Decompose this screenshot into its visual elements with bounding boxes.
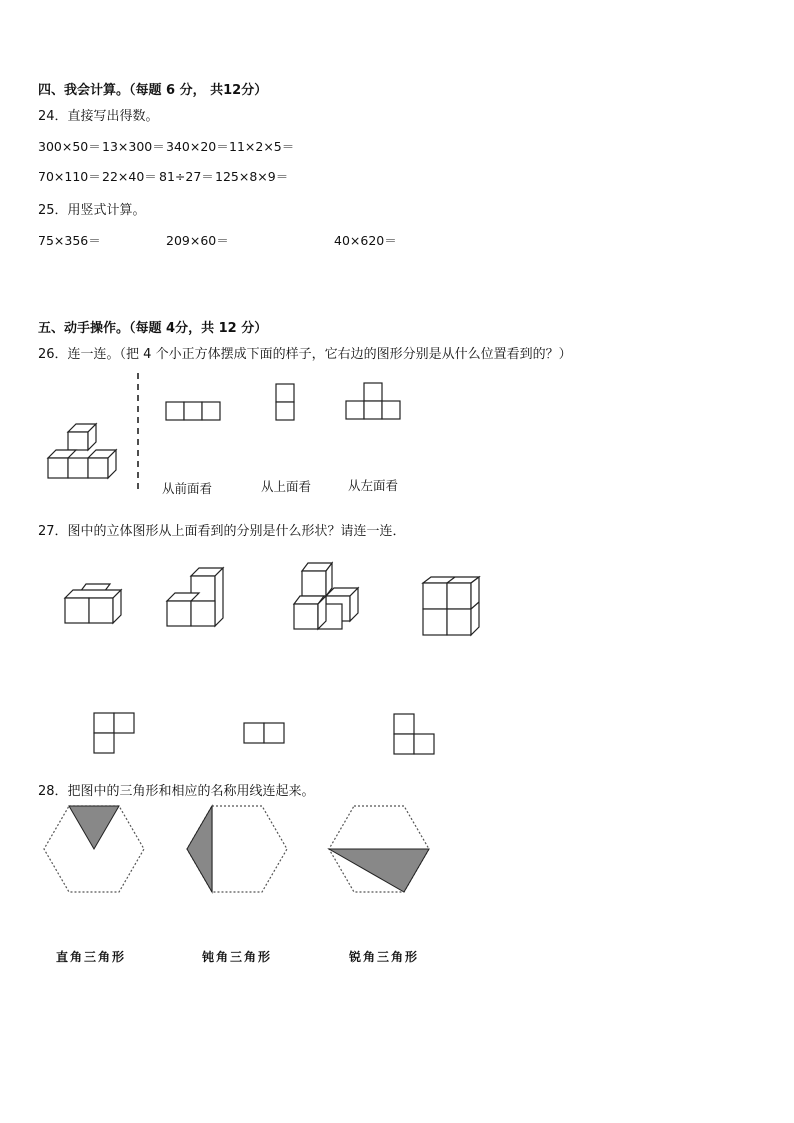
q25-item-2: 209×60＝ (166, 233, 229, 248)
section-5-title: 五、动手操作。（每题 4分，共 12 分） (38, 321, 268, 336)
question-28-label: 28．把图中的三角形和相应的名称用线连起来。 (38, 784, 315, 799)
q28-name-obtuse-triangle: 钝角三角形 (202, 950, 273, 964)
q27-top-view-reverse-l (393, 713, 437, 757)
q28-hexagon-1 (42, 804, 146, 894)
q24-item-5: 70×110＝ (38, 169, 101, 184)
q24-item-2: 13×300＝ (102, 139, 165, 154)
question-24-label: 24．直接写出得数。 (38, 109, 159, 124)
q24-item-7: 81÷27＝ (159, 169, 214, 184)
q26-view-two-stacked (275, 383, 297, 423)
q28-name-acute-triangle: 锐角三角形 (349, 950, 420, 964)
q27-solid-3 (290, 561, 366, 633)
q24-item-3: 340×20＝ (166, 139, 229, 154)
q27-top-view-l-shape (93, 712, 137, 756)
section-4-title: 四、我会计算。（每题 6 分， 共12分） (38, 83, 268, 98)
q25-item-3: 40×620＝ (334, 233, 397, 248)
q27-top-view-two-row (243, 722, 287, 746)
q24-item-4: 11×2×5＝ (229, 139, 295, 154)
q27-solid-2 (164, 566, 234, 632)
q26-view-left-label: 从左面看 (348, 478, 399, 493)
q28-hexagon-3 (327, 804, 431, 894)
q27-solid-1 (62, 580, 132, 630)
q26-view-t-shape (345, 382, 403, 422)
q28-hexagon-2 (185, 804, 289, 894)
q26-view-front-label: 从前面看 (162, 481, 213, 496)
q28-name-right-triangle: 直角三角形 (56, 950, 127, 964)
q26-cube-stack (40, 418, 130, 488)
q24-item-6: 22×40＝ (102, 169, 157, 184)
q26-dashed-divider (136, 373, 142, 493)
q26-view-three-in-row (165, 401, 223, 423)
q24-item-8: 125×8×9＝ (215, 169, 289, 184)
q24-item-1: 300×50＝ (38, 139, 101, 154)
q25-item-1: 75×356＝ (38, 233, 101, 248)
q27-solid-4 (420, 575, 486, 639)
question-27-label: 27．图中的立体图形从上面看到的分别是什么形状？请连一连． (38, 524, 406, 539)
question-26-label: 26．连一连。（把 4 个小正方体摆成下面的样子，它右边的图形分别是从什么位置看到的？） (38, 347, 572, 362)
q26-view-top-label: 从上面看 (261, 479, 312, 494)
question-25-label: 25．用竖式计算。 (38, 203, 146, 218)
